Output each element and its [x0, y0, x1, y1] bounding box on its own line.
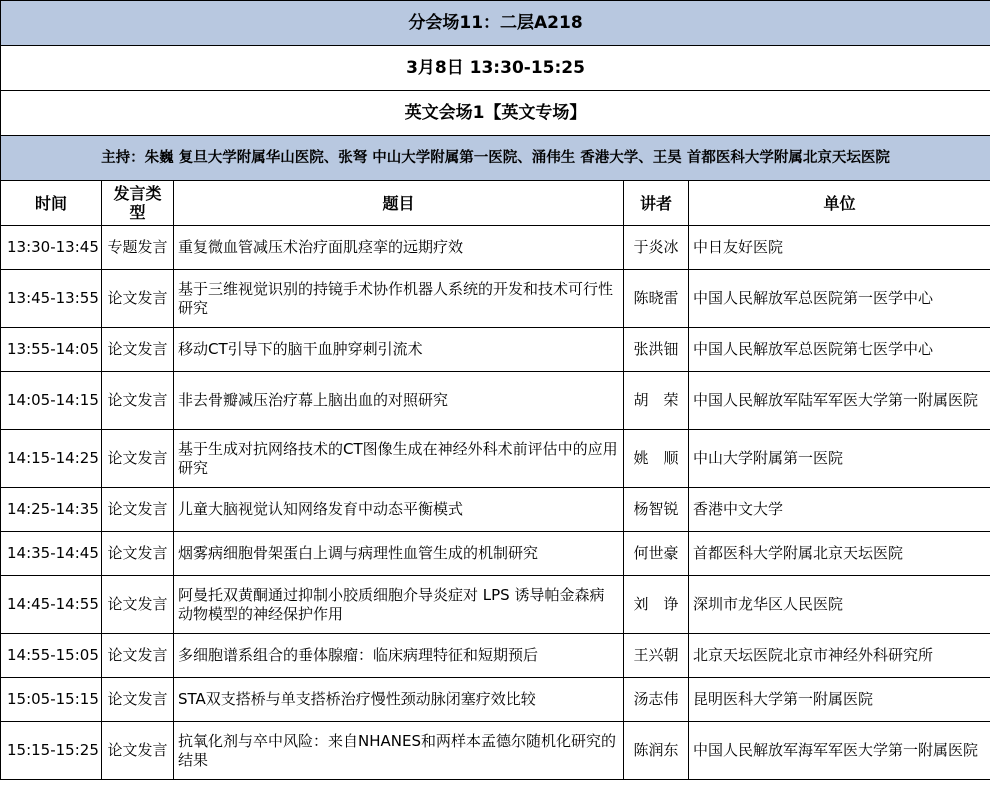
date-time-title: 3月8日 13:30-15:25 [1, 46, 990, 91]
cell-time: 14:55-15:05 [1, 634, 102, 678]
cell-speaker: 杨智锐 [624, 488, 689, 532]
cell-unit: 首都医科大学附属北京天坛医院 [689, 532, 990, 576]
cell-unit: 中国人民解放军总医院第七医学中心 [689, 328, 990, 372]
venue-title: 分会场11：二层A218 [1, 1, 990, 46]
cell-speaker: 胡 荣 [624, 372, 689, 430]
column-header-time: 时间 [1, 181, 102, 226]
cell-type: 专题发言 [102, 226, 174, 270]
cell-time: 14:35-14:45 [1, 532, 102, 576]
cell-speaker: 张洪钿 [624, 328, 689, 372]
cell-type: 论文发言 [102, 722, 174, 780]
cell-title: 烟雾病细胞骨架蛋白上调与病理性血管生成的机制研究 [174, 532, 624, 576]
cell-unit: 中国人民解放军陆军军医大学第一附属医院 [689, 372, 990, 430]
cell-title: 基于三维视觉识别的持镜手术协作机器人系统的开发和技术可行性研究 [174, 270, 624, 328]
cell-unit: 中国人民解放军海军军医大学第一附属医院 [689, 722, 990, 780]
table-row [1, 532, 990, 576]
table-row [1, 576, 990, 634]
cell-speaker: 姚 顺 [624, 430, 689, 488]
cell-speaker: 王兴朝 [624, 634, 689, 678]
cell-unit: 深圳市龙华区人民医院 [689, 576, 990, 634]
cell-title: 非去骨瓣减压治疗幕上脑出血的对照研究 [174, 372, 624, 430]
cell-type: 论文发言 [102, 634, 174, 678]
cell-title: 多细胞谱系组合的垂体腺瘤：临床病理特征和短期预后 [174, 634, 624, 678]
cell-title: 移动CT引导下的脑干血肿穿刺引流术 [174, 328, 624, 372]
cell-time: 13:45-13:55 [1, 270, 102, 328]
table-row [1, 634, 990, 678]
cell-speaker: 陈润东 [624, 722, 689, 780]
cell-unit: 昆明医科大学第一附属医院 [689, 678, 990, 722]
cell-speaker: 刘 诤 [624, 576, 689, 634]
cell-unit: 中日友好医院 [689, 226, 990, 270]
cell-unit: 北京天坛医院北京市神经外科研究所 [689, 634, 990, 678]
table-row [1, 372, 990, 430]
cell-type: 论文发言 [102, 372, 174, 430]
cell-title: 儿童大脑视觉认知网络发育中动态平衡模式 [174, 488, 624, 532]
cell-title: STA双支搭桥与单支搭桥治疗慢性颈动脉闭塞疗效比较 [174, 678, 624, 722]
cell-type: 论文发言 [102, 678, 174, 722]
column-header-unit: 单位 [689, 181, 990, 226]
cell-unit: 中国人民解放军总医院第一医学中心 [689, 270, 990, 328]
table-row [1, 270, 990, 328]
cell-title: 基于生成对抗网络技术的CT图像生成在神经外科术前评估中的应用研究 [174, 430, 624, 488]
cell-unit: 中山大学附属第一医院 [689, 430, 990, 488]
cell-time: 14:25-14:35 [1, 488, 102, 532]
table-row [1, 488, 990, 532]
cell-speaker: 于炎冰 [624, 226, 689, 270]
column-header-row [1, 181, 990, 226]
column-header-type: 发言类型 [102, 181, 174, 226]
cell-time: 13:30-13:45 [1, 226, 102, 270]
cell-type: 论文发言 [102, 270, 174, 328]
cell-time: 13:55-14:05 [1, 328, 102, 372]
table-row [1, 430, 990, 488]
cell-title: 阿曼托双黄酮通过抑制小胶质细胞介导炎症对 LPS 诱导帕金森病动物模型的神经保护作用 [174, 576, 624, 634]
cell-title: 抗氧化剂与卒中风险：来自NHANES和两样本孟德尔随机化研究的结果 [174, 722, 624, 780]
cell-time: 14:05-14:15 [1, 372, 102, 430]
cell-speaker: 汤志伟 [624, 678, 689, 722]
cell-unit: 香港中文大学 [689, 488, 990, 532]
cell-time: 15:15-15:25 [1, 722, 102, 780]
cell-speaker: 何世豪 [624, 532, 689, 576]
cell-title: 重复微血管减压术治疗面肌痉挛的远期疗效 [174, 226, 624, 270]
cell-type: 论文发言 [102, 488, 174, 532]
cell-time: 14:45-14:55 [1, 576, 102, 634]
column-header-title: 题目 [174, 181, 624, 226]
table-row [1, 226, 990, 270]
table-row [1, 722, 990, 780]
cell-time: 15:05-15:15 [1, 678, 102, 722]
cell-type: 论文发言 [102, 430, 174, 488]
hosts-line: 主持：朱巍 复旦大学附属华山医院、张弩 中山大学附属第一医院、涌伟生 香港大学、王昊 首都医科大学附属北京天坛医院 [1, 136, 990, 181]
cell-type: 论文发言 [102, 328, 174, 372]
table-row [1, 678, 990, 722]
cell-type: 论文发言 [102, 576, 174, 634]
column-header-speaker: 讲者 [624, 181, 689, 226]
cell-time: 14:15-14:25 [1, 430, 102, 488]
cell-speaker: 陈晓雷 [624, 270, 689, 328]
session-title: 英文会场1【英文专场】 [1, 91, 990, 136]
table-row [1, 328, 990, 372]
cell-type: 论文发言 [102, 532, 174, 576]
